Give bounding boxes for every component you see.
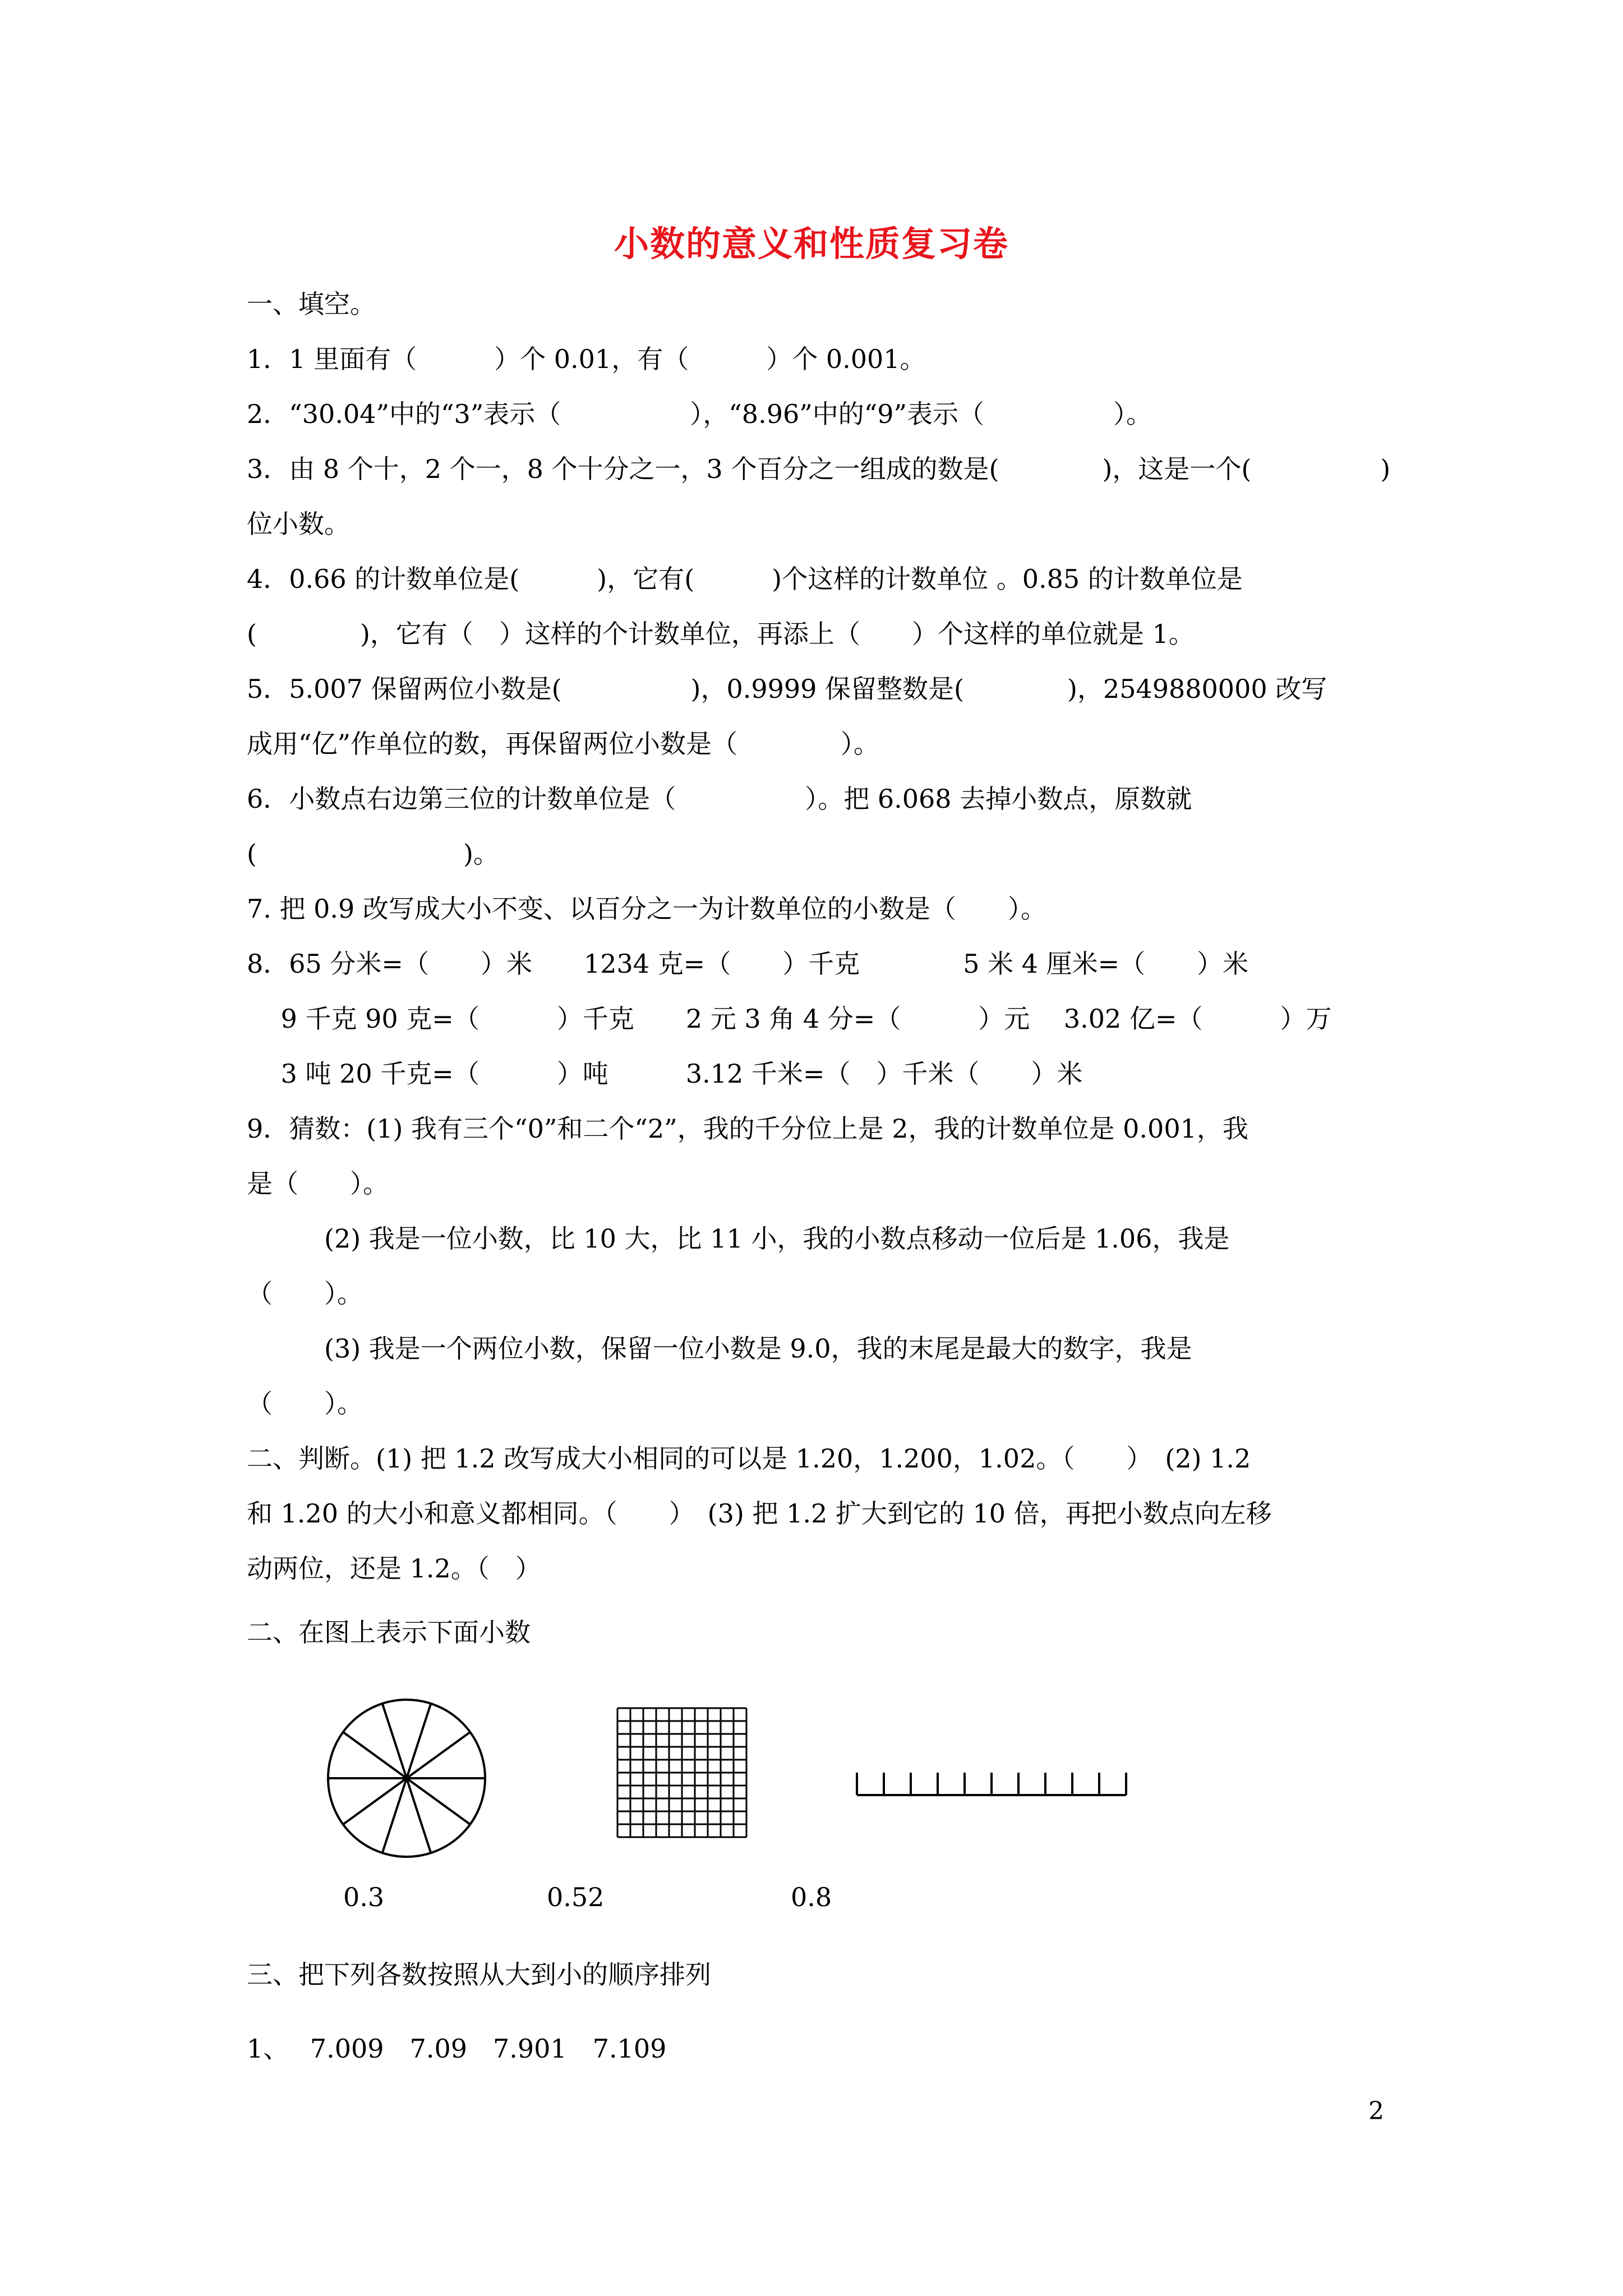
page-number: 2 xyxy=(1368,2097,1384,2125)
question-4-cont: ( )，它有（ ）这样的个计数单位，再添上（ ）个这样的单位就是 1。 xyxy=(247,619,1195,649)
section-judge-cont: 和 1.20 的大小和意义都相同。（ ） (3) 把 1.2 扩大到它的 10 倍，再把小数点向左移 xyxy=(247,1498,1272,1529)
question-8: 8．65 分米=（ ）米 1234 克=（ ）千克 5 米 4 厘米=（ ）米 xyxy=(247,949,1249,979)
circle-radius-line xyxy=(407,1778,431,1853)
caption-ruler: 0.8 xyxy=(791,1882,832,1912)
page-title: 小数的意义和性质复习卷 xyxy=(614,223,1009,264)
circle-radius-line xyxy=(407,1732,470,1778)
question-4: 4．0.66 的计数单位是( )，它有( )个这样的计数单位 。0.85 的计数单位是 xyxy=(247,564,1243,594)
circle-radius-line xyxy=(343,1778,407,1824)
caption-circle: 0.3 xyxy=(343,1882,385,1912)
question-3: 3．由 8 个十，2 个一，8 个十分之一，3 个百分之一组成的数是( )，这是一个( ) xyxy=(247,454,1391,484)
question-9-cont: 是（ ）。 xyxy=(247,1168,389,1199)
section-fill-blank-heading: 一、填空。 xyxy=(247,289,376,319)
question-3-cont: 位小数。 xyxy=(247,509,350,539)
question-5: 5．5.007 保留两位小数是( )，0.9999 保留整数是( )，2549880000 改写 xyxy=(247,674,1327,704)
section-judge-cont-2: 动两位，还是 1.2。（ ） xyxy=(247,1553,541,1584)
question-9-part-3: (3) 我是一个两位小数，保留一位小数是 9.0，我的末尾是最大的数字，我是 xyxy=(247,1333,1192,1364)
sort-question-1: 1、 7.009 7.09 7.901 7.109 xyxy=(247,2033,667,2064)
circle-radius-line xyxy=(407,1778,470,1824)
question-2: 2．“30.04”中的“3”表示（ ），“8.96”中的“9”表示（ ）。 xyxy=(247,399,1152,429)
ruler-figure xyxy=(851,1761,1132,1801)
circle-radius-line xyxy=(343,1732,407,1778)
question-9-part-3-cont: （ ）。 xyxy=(247,1388,363,1419)
question-9-part-2-cont: （ ）。 xyxy=(247,1278,363,1309)
hundred-grid-figure xyxy=(615,1705,749,1840)
circle-radius-line xyxy=(407,1704,431,1778)
question-6-cont: ( )。 xyxy=(247,839,499,869)
question-5-cont: 成用“亿”作单位的数，再保留两位小数是（ ）。 xyxy=(247,729,880,759)
section-draw-heading: 二、在图上表示下面小数 xyxy=(247,1617,531,1648)
circle-radius-line xyxy=(382,1704,407,1778)
question-8-row-2: 9 千克 90 克=（ ）千克 2 元 3 角 4 分=（ ）元 3.02 亿=（ ）万 xyxy=(247,1004,1332,1034)
circle-ten-parts-figure xyxy=(322,1694,491,1862)
question-1: 1．1 里面有（ ）个 0.01，有（ ）个 0.001。 xyxy=(247,344,926,374)
question-8-row-3: 3 吨 20 千克=（ ）吨 3.12 千米=（ ）千米（ ）米 xyxy=(247,1059,1083,1089)
caption-grid: 0.52 xyxy=(547,1882,605,1912)
question-9-part-2: (2) 我是一位小数，比 10 大，比 11 小，我的小数点移动一位后是 1.06，我是 xyxy=(247,1223,1230,1254)
question-9: 9．猜数：(1) 我有三个“0”和二个“2”，我的千分位上是 2，我的计数单位是 0.001，我 xyxy=(247,1114,1248,1144)
section-judge: 二、判断。(1) 把 1.2 改写成大小相同的可以是 1.20，1.200，1.02。（ ） (2) 1.2 xyxy=(247,1443,1251,1474)
question-6: 6．小数点右边第三位的计数单位是（ ）。把 6.068 去掉小数点，原数就 xyxy=(247,784,1192,814)
section-sort-heading: 三、把下列各数按照从大到小的顺序排列 xyxy=(247,1959,711,1990)
question-7: 7. 把 0.9 改写成大小不变、以百分之一为计数单位的小数是（ ）。 xyxy=(247,894,1046,924)
circle-radius-line xyxy=(382,1778,407,1853)
